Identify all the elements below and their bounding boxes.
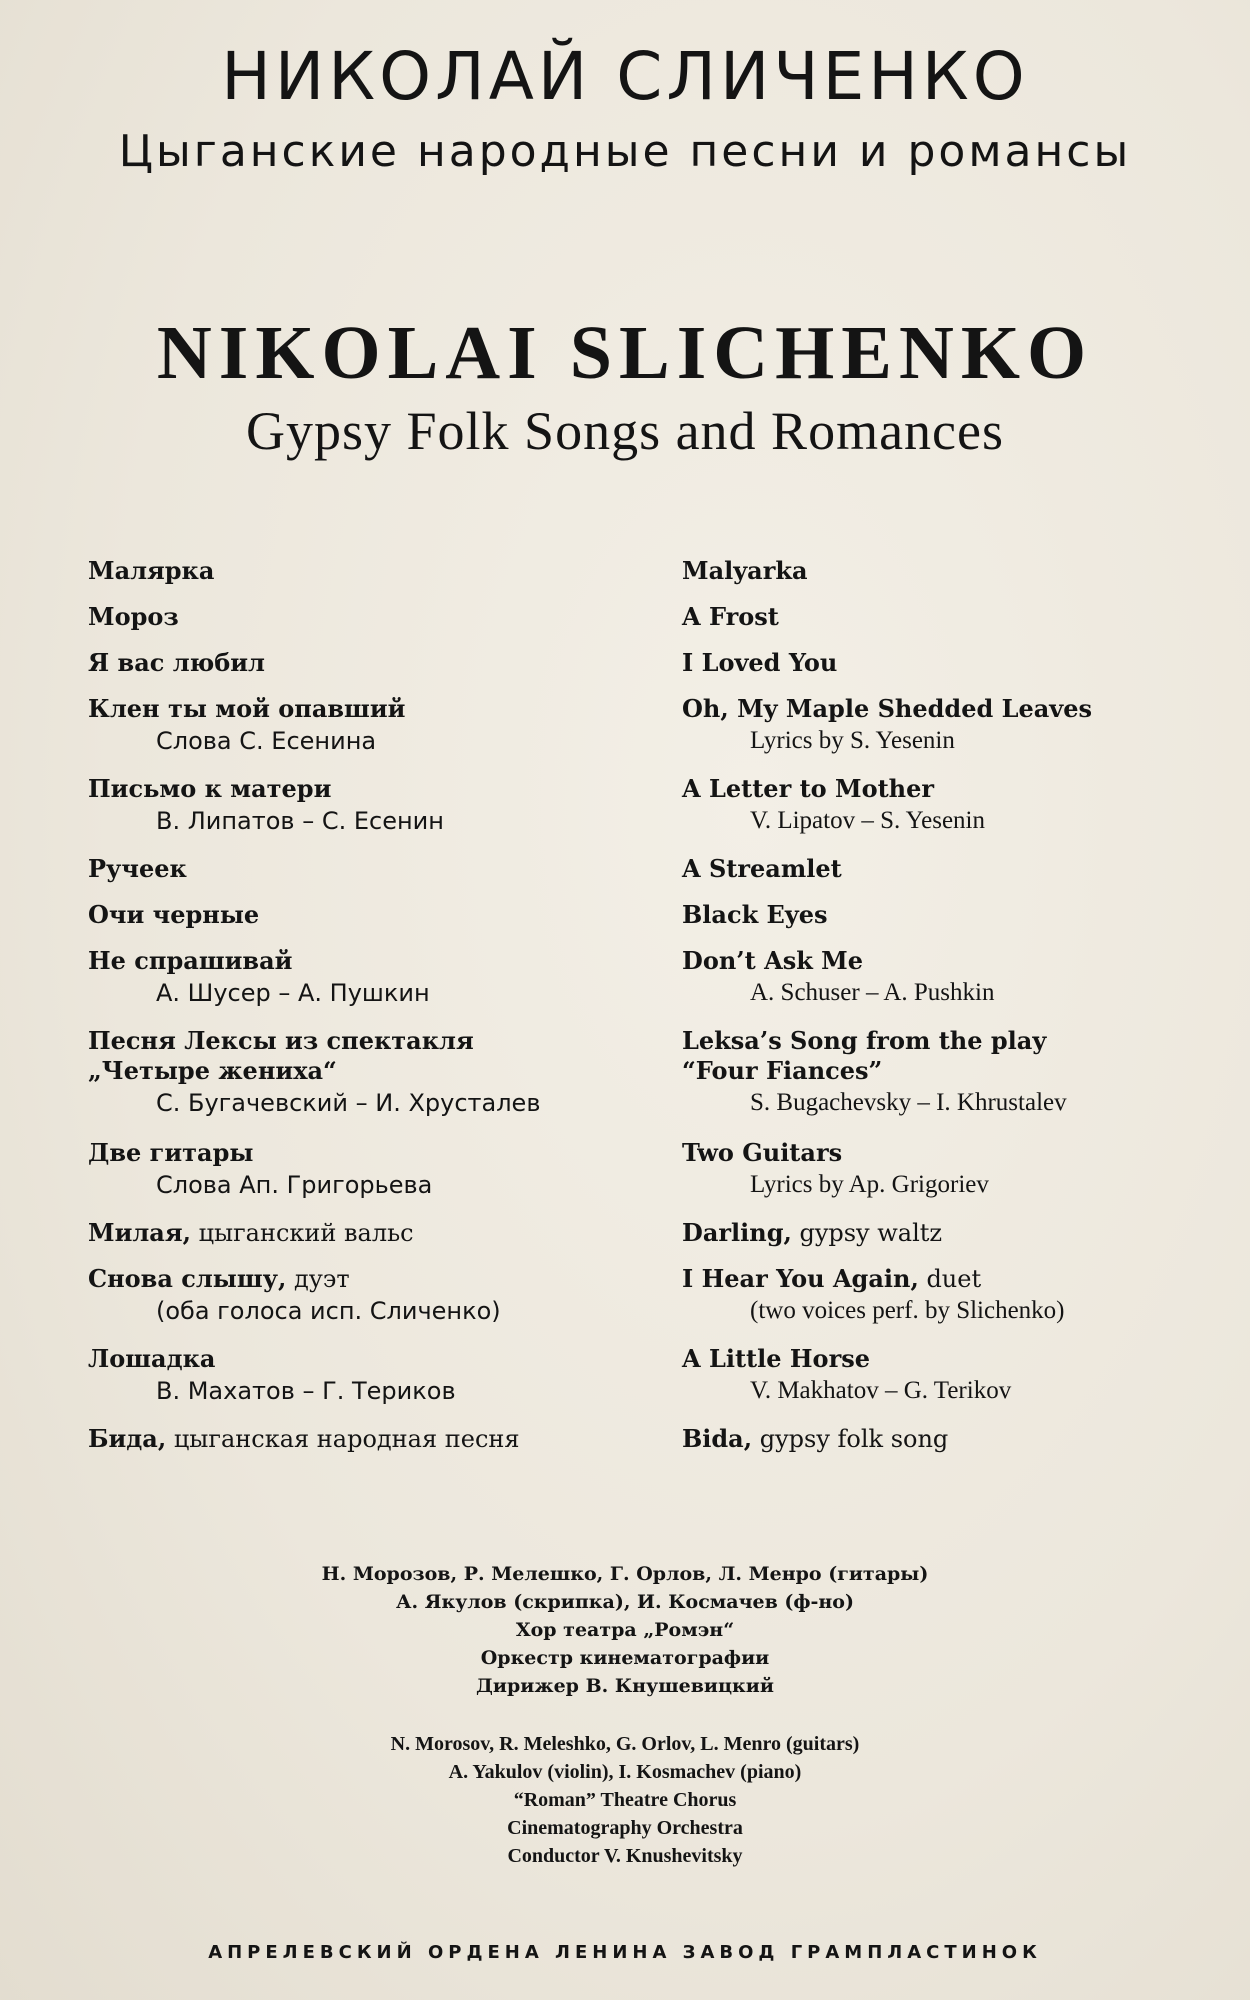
track-title-text: Лошадка <box>88 1344 216 1373</box>
track-item <box>682 602 1242 648</box>
track-title-text: Malyarka <box>682 556 808 585</box>
track-item <box>682 1424 1242 1470</box>
russian-artist-title: НИКОЛАЙ СЛИЧЕНКО <box>221 38 1029 115</box>
russian-album-subtitle: Цыганские народные песни и романсы <box>118 126 1132 177</box>
track-title <box>682 1138 1242 1168</box>
track-title <box>88 602 648 632</box>
track-item <box>682 1138 1242 1218</box>
track-item <box>88 1344 648 1424</box>
track-item <box>682 556 1242 602</box>
credit-line: Дирижер В. Кнушевицкий <box>476 1675 774 1697</box>
track-item <box>682 1218 1242 1264</box>
track-title <box>682 694 1242 724</box>
track-title-text: A Streamlet <box>682 854 842 883</box>
track-title-line2: “Four Fiances” <box>682 1056 883 1085</box>
track-title-text: Не спрашивай <box>88 946 293 975</box>
track-subtitle: дуэт <box>286 1265 350 1293</box>
track-credit: А. Шусер – А. Пушкин <box>156 979 430 1007</box>
track-title <box>88 900 648 930</box>
track-item <box>682 648 1242 694</box>
track-title <box>88 648 648 678</box>
track-title <box>682 602 1242 632</box>
credit-line: Conductor V. Knushevitsky <box>507 1845 743 1867</box>
english-artist-title: NIKOLAI SLICHENKO <box>156 311 1094 395</box>
track-title-text: I Loved You <box>682 648 838 677</box>
track-title <box>88 774 648 804</box>
track-title <box>88 1026 648 1056</box>
track-credit: Lyrics by Ap. Grigoriev <box>750 1171 989 1198</box>
russian-tracklist <box>88 556 648 1470</box>
track-title <box>682 1424 1242 1454</box>
credit-line: A. Yakulov (violin), I. Kosmachev (piano) <box>448 1761 802 1783</box>
track-title <box>88 1264 648 1294</box>
track-title-text: Ручеек <box>88 854 187 883</box>
track-item <box>682 854 1242 900</box>
track-title-text: Малярка <box>88 556 215 585</box>
track-credit: V. Makhatov – G. Terikov <box>750 1377 1012 1404</box>
track-item <box>88 602 648 648</box>
track-title-line2: „Четыре жениха“ <box>88 1056 337 1085</box>
track-item <box>682 694 1242 774</box>
track-item <box>88 1264 648 1344</box>
track-title-text: Две гитары <box>88 1138 254 1167</box>
track-title <box>88 1218 648 1248</box>
track-title-text: Бида, <box>88 1424 167 1453</box>
track-subtitle: gypsy waltz <box>791 1219 943 1247</box>
track-title-text: Очи черные <box>88 900 260 929</box>
track-item <box>88 946 648 1026</box>
track-title <box>682 1344 1242 1374</box>
track-title-text: A Frost <box>682 602 779 631</box>
track-title <box>682 774 1242 804</box>
track-title-text: I Hear You Again, <box>682 1264 919 1293</box>
track-item <box>88 900 648 946</box>
track-title-text: Песня Лексы из спектакля <box>88 1026 474 1055</box>
track-title <box>682 1218 1242 1248</box>
track-title-text: A Little Horse <box>682 1344 870 1373</box>
track-item <box>88 694 648 774</box>
track-item <box>682 1026 1242 1138</box>
track-credit: С. Бугачевский – И. Хрусталев <box>156 1089 541 1117</box>
track-subtitle: gypsy folk song <box>752 1425 949 1453</box>
credit-line: N. Morosov, R. Meleshko, G. Orlov, L. Menro (guitars) <box>390 1733 860 1755</box>
track-item <box>682 774 1242 854</box>
track-item <box>682 1264 1242 1344</box>
track-subtitle: цыганский вальс <box>190 1219 414 1247</box>
track-credit: Слова Ап. Григорьева <box>156 1171 433 1199</box>
track-credit: A. Schuser – A. Pushkin <box>750 979 995 1006</box>
track-subtitle: цыганская народная песня <box>166 1425 520 1453</box>
track-title-text: Письмо к матери <box>88 774 332 803</box>
track-credit: В. Липатов – С. Есенин <box>156 807 444 835</box>
track-title-text: Don’t Ask Me <box>682 946 864 975</box>
track-title <box>88 1138 648 1168</box>
track-title-text: Bida, <box>682 1424 753 1453</box>
credit-line: Cinematography Orchestra <box>507 1817 743 1839</box>
russian-performer-credits <box>0 1560 1250 1700</box>
track-title <box>88 946 648 976</box>
credit-line: А. Якулов (скрипка), И. Космачев (ф-но) <box>396 1591 854 1613</box>
track-credit: Слова С. Есенина <box>156 727 377 755</box>
track-title-text: Милая, <box>88 1218 191 1247</box>
track-title-text: Leksa’s Song from the play <box>682 1026 1047 1055</box>
credit-line: Оркестр кинематографии <box>480 1647 770 1669</box>
track-item <box>88 1026 648 1138</box>
track-title-text: Мороз <box>88 602 179 631</box>
track-title <box>88 1344 648 1374</box>
track-title <box>682 648 1242 678</box>
track-credit: Lyrics by S. Yesenin <box>750 727 955 754</box>
track-title <box>682 556 1242 586</box>
track-item <box>88 1138 648 1218</box>
track-credit: (two voices perf. by Slichenko) <box>750 1297 1065 1324</box>
track-title <box>682 946 1242 976</box>
track-item <box>682 900 1242 946</box>
credit-line: “Roman” Theatre Chorus <box>513 1789 737 1811</box>
track-subtitle: duet <box>918 1265 982 1293</box>
track-title-text: A Letter to Mother <box>682 774 935 803</box>
track-title-text: Клен ты мой опавший <box>88 694 406 723</box>
manufacturer-footer: АПРЕЛЕВСКИЙ ОРДЕНА ЛЕНИНА ЗАВОД ГРАМПЛАСТИНОК <box>208 1942 1042 1963</box>
track-title-text: Снова слышу, <box>88 1264 287 1293</box>
track-title <box>682 1026 1242 1056</box>
track-item <box>88 1218 648 1264</box>
track-item <box>88 648 648 694</box>
track-credit: (оба голоса исп. Сличенко) <box>156 1297 501 1325</box>
track-title <box>682 900 1242 930</box>
track-title-text: Я вас любил <box>88 648 265 677</box>
track-item <box>88 774 648 854</box>
track-title-text: Oh, My Maple Shedded Leaves <box>682 694 1093 723</box>
track-title <box>88 854 648 884</box>
english-performer-credits <box>0 1730 1250 1870</box>
track-title <box>682 1264 1242 1294</box>
track-title-text: Darling, <box>682 1218 792 1247</box>
track-item <box>682 1344 1242 1424</box>
credit-line: Н. Морозов, Р. Мелешко, Г. Орлов, Л. Менро (гитары) <box>321 1563 929 1585</box>
track-title <box>88 694 648 724</box>
credit-line: Хор театра „Ромэн“ <box>515 1619 735 1641</box>
track-title-text: Two Guitars <box>682 1138 843 1167</box>
track-item <box>88 854 648 900</box>
track-item <box>88 556 648 602</box>
track-title <box>88 556 648 586</box>
track-credit: В. Махатов – Г. Териков <box>156 1377 456 1405</box>
track-item <box>88 1424 648 1470</box>
track-credit: S. Bugachevsky – I. Khrustalev <box>750 1089 1067 1116</box>
track-item <box>682 946 1242 1026</box>
english-album-subtitle: Gypsy Folk Songs and Romances <box>246 401 1004 461</box>
track-credit: V. Lipatov – S. Yesenin <box>750 807 985 834</box>
track-title <box>682 854 1242 884</box>
track-title-text: Black Eyes <box>682 900 828 929</box>
english-tracklist <box>682 556 1242 1470</box>
track-title <box>88 1424 648 1454</box>
